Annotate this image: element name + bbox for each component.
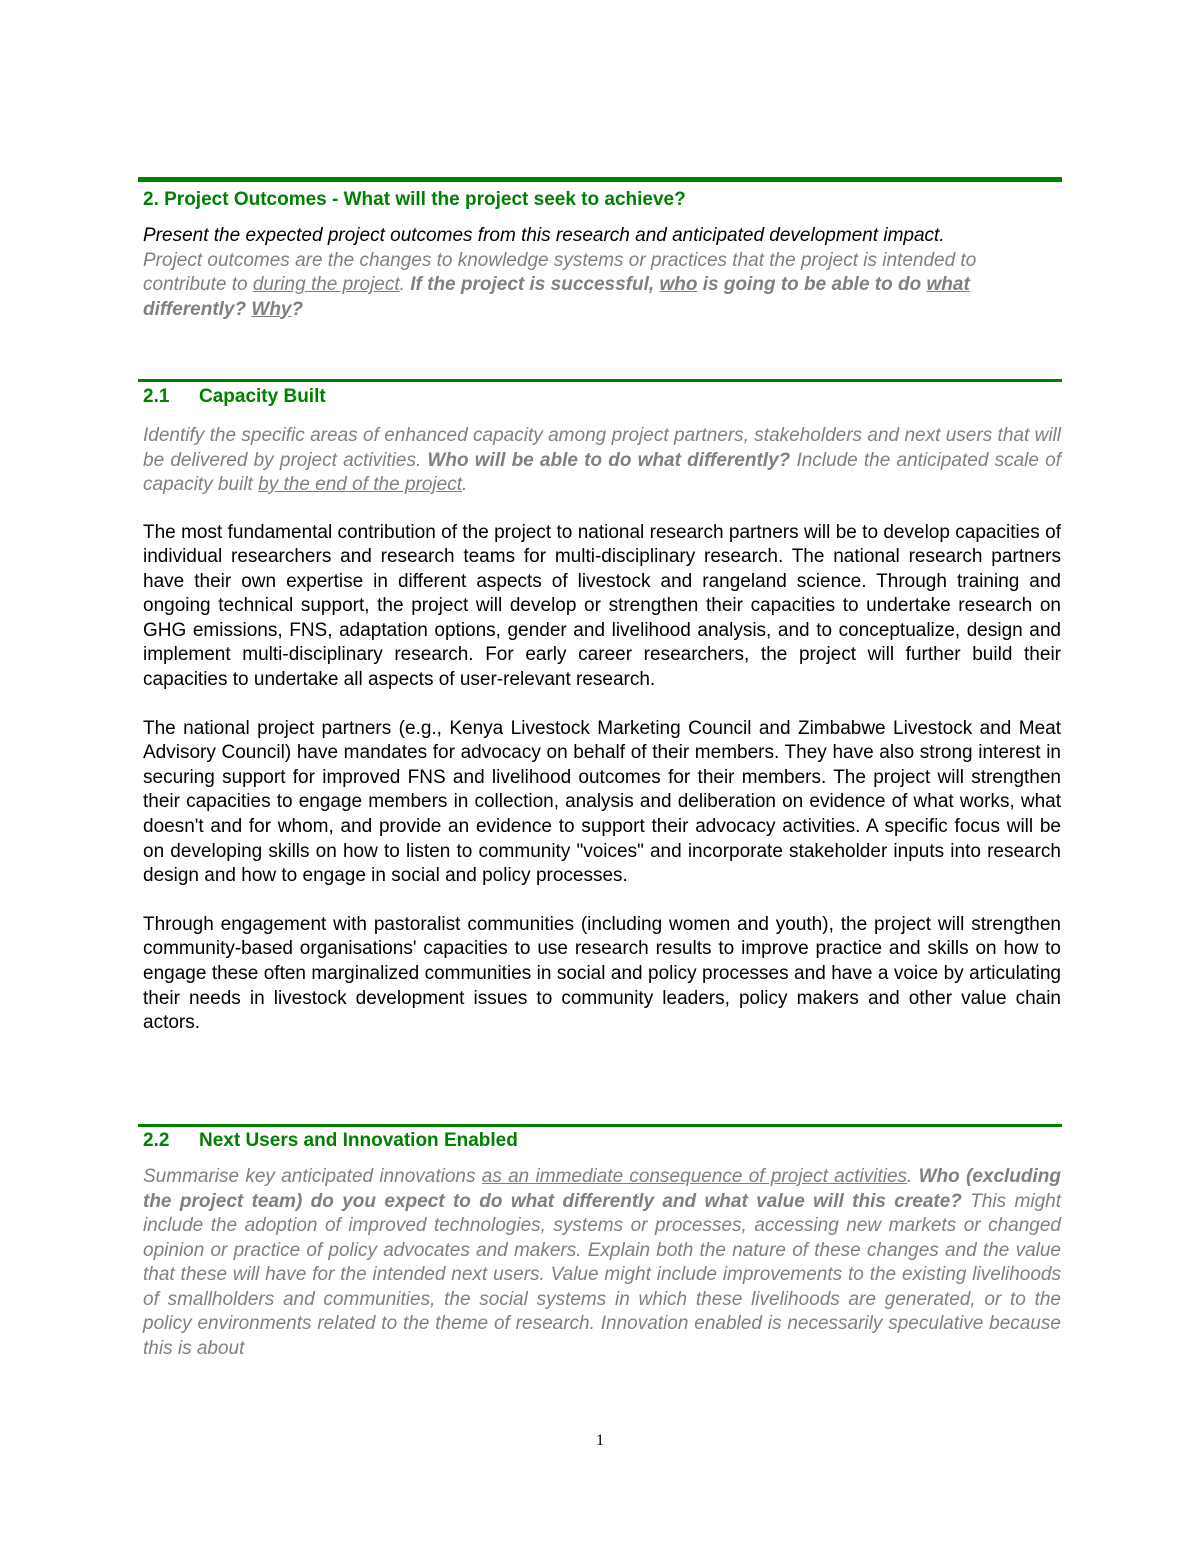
guidance-intro: Present the expected project outcomes from this research and anticipated development impact.	[143, 225, 945, 246]
section-rule	[138, 379, 1062, 382]
section-rule	[138, 1124, 1062, 1127]
section-2-1	[143, 385, 1061, 1036]
section-2-2-guidance: Summarise key anticipated innovations as an immediate consequence of project activities. Who (excluding the project team) do you expect to do what differently and what value will this create? This might include the adoption of improved technologies, systems or processes, accessing new markets or changed opinion or practice of policy advocates and makers. Explain both the nature of these changes and the value that these will have for the intended next users. Value might include improvements to the existing livelihoods of smallholders and communities, the social systems in which these livelihoods are generated, or to the policy environments related to the theme of research. Innovation enabled is necessarily speculative because this is about	[143, 1166, 1062, 1359]
section-rule	[138, 177, 1062, 182]
body-paragraph: The national project partners (e.g., Kenya Livestock Marketing Council and Zimbabwe Livestock and Meat Advisory Council) have mandates for advocacy on behalf of their members. They have also strong interest in securing support for improved FNS and livelihood outcomes for their members. The project will strengthen their capacities to engage members in collection, analysis and deliberation on evidence of what works, what doesn't and for whom, and provide an evidence to support their advocacy activities. A specific focus will be on developing skills on how to listen to community "voices" and incorporate stakeholder inputs into research design and how to engage in social and policy processes.	[143, 717, 1061, 887]
body-paragraph: Through engagement with pastoralist communities (including women and youth), the project will strengthen community-based organisations' capacities to use research results to improve practice and skills on how to engage these often marginalized communities in social and policy processes and have a voice by articulating their needs in livestock development issues to community leaders, policy makers and other value chain actors.	[143, 913, 1061, 1034]
section-2-1-guidance: Identify the specific areas of enhanced capacity among project partners, stakeholders and next users that will be delivered by project activities. Who will be able to do what differently? Include the anticipated scale of capacity built by the end of the project.	[143, 425, 1061, 495]
section-2-heading: 2. Project Outcomes - What will the project seek to achieve?	[143, 189, 686, 210]
page-number: 1	[596, 1432, 604, 1449]
section-2-1-heading: 2.1 Capacity Built	[143, 386, 326, 407]
section-2-2-heading: 2.2 Next Users and Innovation Enabled	[143, 1130, 518, 1151]
section-2-2	[143, 1129, 1061, 1361]
section-2-guidance: Present the expected project outcomes from this research and anticipated development impact. Project outcomes are the changes to knowledge systems or practices that the project is intended to contribute to during the project. If the project is successful, who is going to be able to do what differently? Why?	[143, 225, 977, 320]
body-paragraph: The most fundamental contribution of the project to national research partners will be to develop capacities of individual researchers and research teams for multi-disciplinary research. The national research partners have their own expertise in different aspects of livestock and rangeland science. Through training and ongoing technical support, the project will develop or strengthen their capacities to undertake research on GHG emissions, FNS, adaptation options, gender and livelihood analysis, and to conceptualize, design and implement multi-disciplinary research. For early career researchers, the project will further build their capacities to undertake all aspects of user-relevant research.	[143, 521, 1061, 691]
section-2	[143, 188, 1061, 322]
